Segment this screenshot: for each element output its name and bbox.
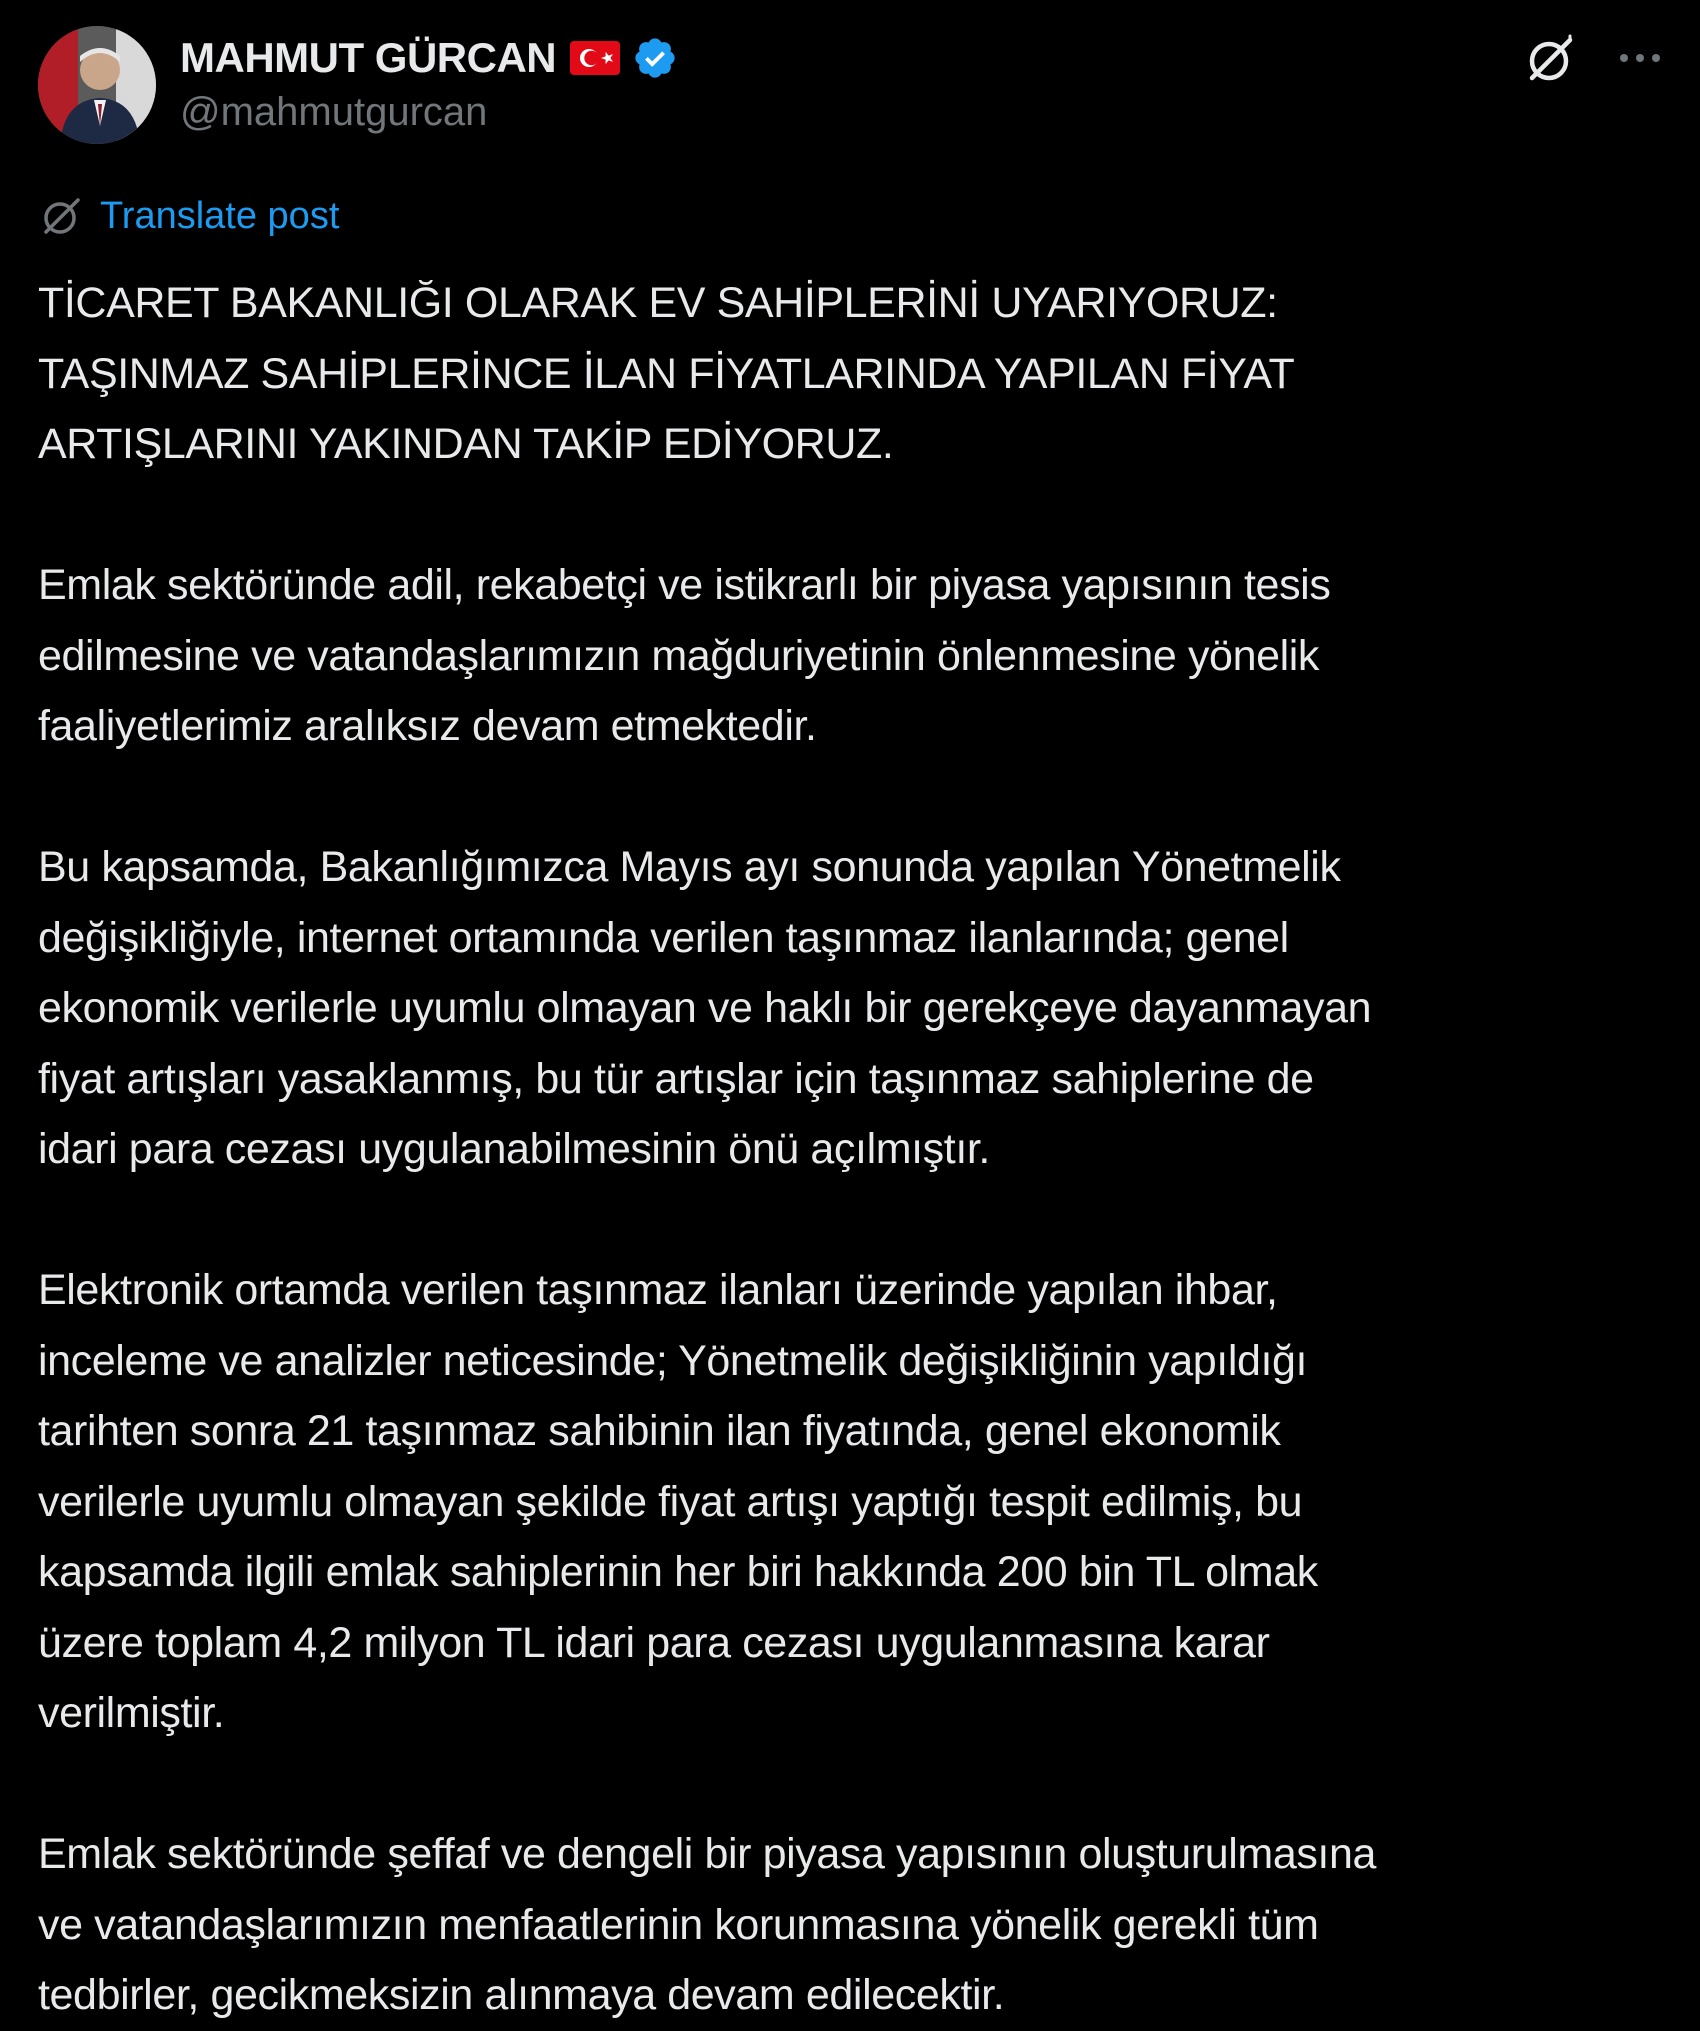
text-line: Emlak sektöründe adil, rekabetçi ve istikrarlı bir piyasa yapısının tesis — [38, 561, 1331, 609]
text-line: TİCARET BAKANLIĞI OLARAK EV SAHİPLERİNİ UYARIYORUZ: — [38, 279, 1278, 327]
turkey-flag-icon — [570, 41, 620, 75]
paragraph-gap — [38, 1749, 1668, 1820]
paragraph-2 — [38, 550, 1668, 762]
more-options-icon[interactable] — [1618, 40, 1662, 76]
avatar-image — [38, 26, 156, 144]
author-display-name[interactable]: MAHMUT GÜRCAN — [180, 34, 557, 81]
text-line: TAŞINMAZ SAHİPLERİNCE İLAN FİYATLARINDA YAPILAN FİYAT — [38, 349, 1295, 398]
text-line: tedbirler, gecikmeksizin alınmaya devam edilecektir. — [38, 1971, 1005, 2019]
text-line: verilerle uyumlu olmayan şekilde fiyat artışı yaptığı tespit edilmiş, bu — [38, 1477, 1303, 1526]
text-line: faaliyetlerimiz aralıksız devam etmektedir. — [38, 702, 817, 750]
translate-post-link[interactable] — [40, 194, 339, 238]
grok-icon[interactable] — [1524, 32, 1578, 86]
text-line: ve vatandaşlarımızın menfaatlerinin korunmasına yönelik gerekli tüm — [38, 1900, 1319, 1949]
text-line: idari para cezası uygulanabilmesinin önü açılmıştır. — [38, 1125, 990, 1173]
post-text — [38, 268, 1668, 2031]
author-identity — [180, 30, 678, 135]
post-header — [38, 26, 1662, 146]
text-line: değişikliğiyle, internet ortamında verilen taşınmaz ilanlarında; genel — [38, 913, 1289, 962]
paragraph-gap — [38, 1185, 1668, 1256]
text-line: edilmesine ve vatandaşlarımızın mağduriyetinin önlenmesine yönelik — [38, 631, 1320, 680]
text-line: Emlak sektöründe şeffaf ve dengeli bir piyasa yapısının oluşturulmasına — [38, 1830, 1377, 1878]
paragraph-gap — [38, 480, 1668, 551]
text-line: verilmiştir. — [38, 1689, 225, 1737]
text-line: fiyat artışları yasaklanmış, bu tür artışlar için taşınmaz sahiplerine de — [38, 1054, 1314, 1103]
grok-icon — [40, 194, 84, 238]
text-line: ARTIŞLARINI YAKINDAN TAKİP EDİYORUZ. — [38, 420, 894, 468]
text-line: Bu kapsamda, Bakanlığımızca Mayıs ayı sonunda yapılan Yönetmelik — [38, 843, 1341, 891]
text-line: inceleme ve analizler neticesinde; Yönetmelik değişikliğinin yapıldığı — [38, 1336, 1308, 1385]
text-line: ekonomik verilerle uyumlu olmayan ve haklı bir gerekçeye dayanmayan — [38, 984, 1372, 1032]
text-line: üzere toplam 4,2 milyon TL idari para cezası uygulanmasına karar — [38, 1618, 1270, 1667]
text-line: kapsamda ilgili emlak sahiplerinin her biri hakkında 200 bin TL olmak — [38, 1548, 1318, 1596]
paragraph-3 — [38, 832, 1668, 1185]
author-handle[interactable]: @mahmutgurcan — [180, 90, 488, 134]
paragraph-gap — [38, 762, 1668, 833]
paragraph-5 — [38, 1819, 1668, 2031]
translate-post-label: Translate post — [100, 194, 340, 237]
text-line: tarihten sonra 21 taşınmaz sahibinin ilan fiyatında, genel ekonomik — [38, 1407, 1281, 1455]
text-line: Elektronik ortamda verilen taşınmaz ilanları üzerinde yapılan ihbar, — [38, 1266, 1278, 1314]
paragraph-1 — [38, 268, 1668, 480]
verified-badge-icon[interactable] — [632, 35, 678, 81]
paragraph-4 — [38, 1255, 1668, 1749]
author-name-row — [180, 30, 678, 86]
avatar[interactable] — [38, 26, 156, 144]
